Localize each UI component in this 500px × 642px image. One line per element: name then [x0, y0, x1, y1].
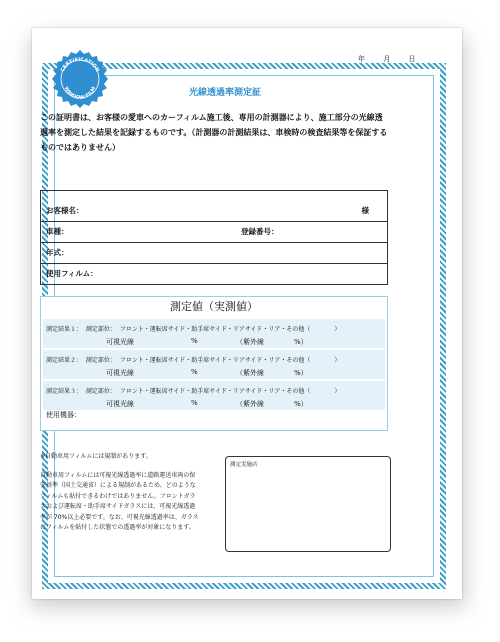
intro-paragraph: この証明書は、お客様の愛車へのカーフィルム施工後、専用の計測器により、施工部分の光線透過率を測定した結果を記録するものです。（計測器の計測結果は、車検時の検査結果等を保証するものではありません）: [40, 112, 388, 152]
film-label: 使用フィルム：: [46, 269, 98, 278]
honorific-label: 様: [361, 206, 369, 215]
visible-percent: %: [191, 399, 198, 407]
measurement-section: [40, 296, 388, 431]
visible-light-label: 可視光線: [106, 338, 134, 346]
uv-label: （紫外線: [236, 338, 264, 346]
year-row: [41, 242, 387, 263]
car-model-label: 車種：: [46, 227, 69, 236]
certificate-title: 光線透過率測定証: [188, 88, 261, 98]
registration-label: 登録番号：: [241, 227, 279, 236]
location-label: 測定部位：: [85, 326, 116, 333]
measurement-result-2: [43, 350, 385, 379]
location-label: 測定部位：: [85, 357, 116, 364]
location-options: フロント・運転席サイド・助手席サイド・リアサイド・リア・その他（ ）: [119, 388, 341, 395]
uv-percent: %）: [294, 338, 308, 346]
regulation-note: [40, 452, 200, 534]
location-options: フロント・運転席サイド・助手席サイド・リアサイド・リア・その他（ ）: [119, 357, 341, 364]
car-row: [41, 221, 387, 242]
implementer-box: [225, 456, 391, 552]
uv-percent: %）: [294, 369, 308, 377]
visible-percent: %: [191, 368, 198, 376]
equipment-label: 使用機器：: [46, 411, 81, 419]
visible-light-label: 可視光線: [106, 369, 134, 377]
visible-percent: %: [191, 337, 198, 345]
note-body: 自動車用フィルムには可視光線透過率に道路運送車両の保安基準（国土交通省）による規制があるため、どのようなフィルムも貼付できるわけではありません。フロントガラスおよび運転席・助手席サイドガラスには、可視光線透過率が 70%以上必要です。なお、可視光線透過率は、ガラスにフィルムを貼付した状態での透過率が対象になります。: [40, 471, 199, 531]
measurement-title: 測定値（実測値）: [170, 300, 258, 313]
visible-light-label: 可視光線: [106, 400, 134, 408]
customer-name-label: お客様名：: [46, 206, 84, 215]
date-fields: [344, 54, 416, 64]
month-label: 月: [383, 55, 392, 63]
certification-seal-icon: [50, 49, 110, 109]
uv-percent: %）: [294, 400, 308, 408]
result-label: 測定結果２：: [46, 357, 83, 364]
uv-label: （紫外線: [236, 400, 264, 408]
location-options: フロント・運転席サイド・助手席サイド・リアサイド・リア・その他（ ）: [119, 326, 341, 333]
customer-row: [41, 191, 387, 221]
seal-top-text: CERTIFICATION: [59, 56, 101, 74]
year-label: 年: [358, 55, 366, 63]
measurement-result-1: [43, 319, 385, 348]
model-year-label: 年式：: [46, 248, 69, 257]
customer-info-table: [40, 190, 388, 285]
seal-bottom-text: WINDOW FILM: [62, 85, 98, 102]
location-label: 測定部位：: [85, 388, 116, 395]
result-label: 測定結果１：: [46, 326, 83, 333]
note-heading: ※自動車用フィルムには規制があります。: [40, 453, 152, 460]
measurement-result-3: [43, 381, 385, 410]
implementer-label: 測定実施店: [230, 462, 258, 468]
day-label: 日: [408, 55, 417, 63]
film-row: [41, 263, 387, 284]
result-label: 測定結果３：: [46, 388, 83, 395]
uv-label: （紫外線: [236, 369, 264, 377]
